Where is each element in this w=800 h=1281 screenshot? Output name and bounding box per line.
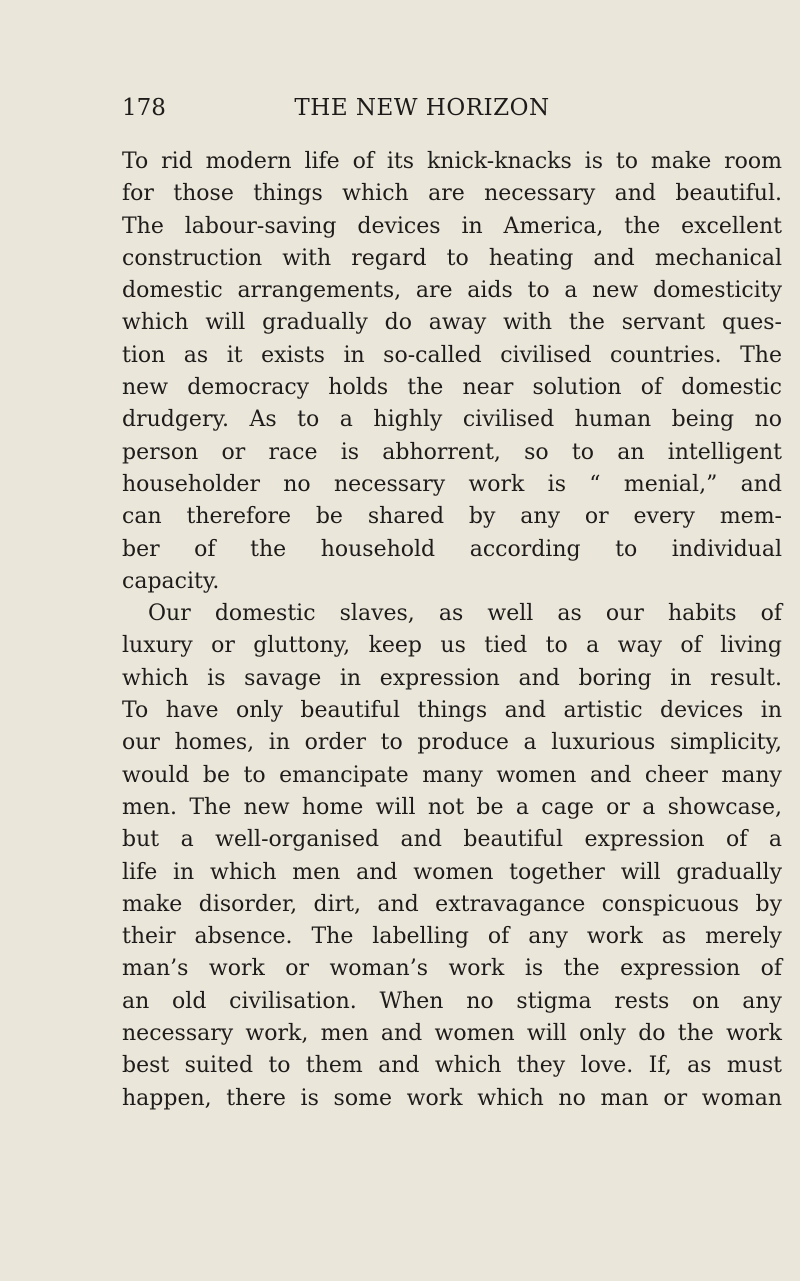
text-line: person or race is abhorrent, so to an intelligent bbox=[122, 439, 782, 465]
text-line: life in which men and women together will gradually bbox=[122, 859, 782, 885]
text-line: construction with regard to heating and mechanical bbox=[122, 245, 782, 271]
text-line: tion as it exists in so-called civilised countries. The bbox=[122, 342, 782, 368]
text-line: necessary work, men and women will only do the work bbox=[122, 1021, 782, 1047]
running-head bbox=[122, 93, 782, 123]
text-line: men. The new home will not be a cage or a showcase, bbox=[122, 794, 782, 820]
text-line: which is savage in expression and boring in result. bbox=[122, 665, 782, 691]
text-line: best suited to them and which they love. If, as must bbox=[122, 1053, 782, 1079]
text-line: which will gradually do away with the servant ques- bbox=[122, 310, 782, 336]
text-line: householder no necessary work is “ menial,” and bbox=[122, 471, 782, 497]
text-line: new democracy holds the near solution of domestic bbox=[122, 375, 782, 401]
text-line: but a well-organised and beautiful expression of a bbox=[122, 827, 782, 853]
text-line: Our domestic slaves, as well as our habits of bbox=[148, 601, 782, 627]
text-line: domestic arrangements, are aids to a new domesticity bbox=[122, 278, 782, 304]
text-line: an old civilisation. When no stigma rests on any bbox=[122, 988, 782, 1014]
text-line: happen, there is some work which no man or woman bbox=[122, 1085, 782, 1111]
text-line: luxury or gluttony, keep us tied to a way of living bbox=[122, 633, 782, 659]
body-text bbox=[122, 146, 782, 1115]
text-line: their absence. The labelling of any work as merely bbox=[122, 924, 782, 950]
text-line: for those things which are necessary and beautiful. bbox=[122, 181, 782, 207]
text-line: drudgery. As to a highly civilised human being no bbox=[122, 407, 782, 433]
text-line: man’s work or woman’s work is the expression of bbox=[122, 956, 782, 982]
page-number: 178 bbox=[122, 95, 166, 121]
text-line: our homes, in order to produce a luxurious simplicity, bbox=[122, 730, 782, 756]
running-title: THE NEW HORIZON bbox=[294, 95, 550, 121]
text-line: To rid modern life of its knick-knacks is to make room bbox=[122, 149, 782, 174]
text-line: The labour-saving devices in America, the excellent bbox=[122, 213, 782, 239]
text-line: make disorder, dirt, and extravagance conspicuous by bbox=[122, 891, 782, 917]
text-line: would be to emancipate many women and cheer many bbox=[122, 762, 782, 788]
text-line: capacity. bbox=[122, 568, 220, 594]
text-line: To have only beautiful things and artistic devices in bbox=[122, 698, 782, 724]
text-line: ber of the household according to individual bbox=[122, 536, 782, 562]
text-line: can therefore be shared by any or every mem- bbox=[122, 504, 782, 530]
